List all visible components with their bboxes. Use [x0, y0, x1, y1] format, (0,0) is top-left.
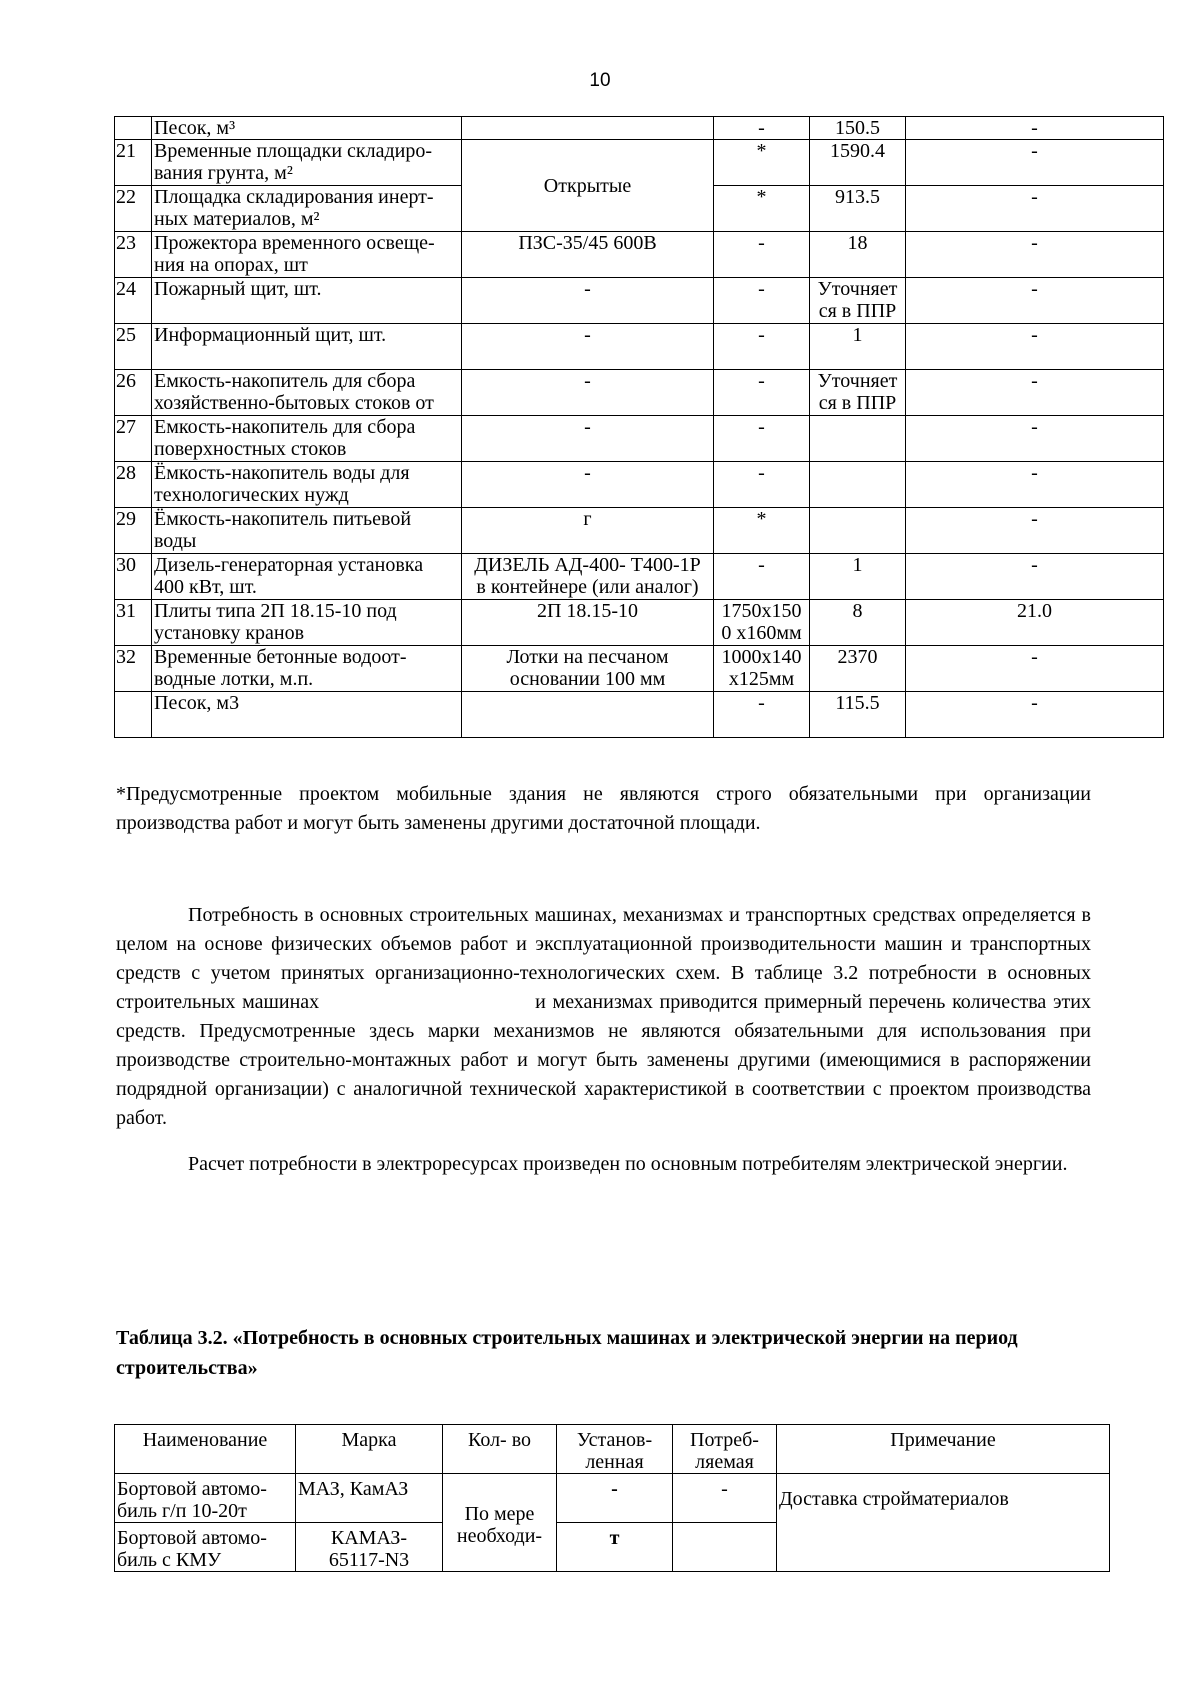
facility-area: -	[906, 646, 1164, 692]
facility-area: -	[906, 186, 1164, 232]
facility-name: Временные бетонные водоот- водные лотки, м.п.	[152, 646, 462, 692]
table-row	[115, 600, 1164, 646]
table-row	[115, 370, 1164, 416]
facility-name: Плиты типа 2П 18.15-10 под установку кранов	[152, 600, 462, 646]
facility-area: -	[906, 117, 1164, 140]
facility-size: 1750x150 0 x160мм	[714, 600, 810, 646]
facility-type: -	[462, 324, 714, 370]
facility-quantity: Уточняет ся в ППР	[810, 278, 906, 324]
site-facilities-table	[114, 116, 1164, 738]
table-row	[115, 140, 1164, 186]
facility-type: -	[462, 278, 714, 324]
facility-area: -	[906, 416, 1164, 462]
facility-name: Емкость-накопитель для сбора поверхностных стоков	[152, 416, 462, 462]
facility-type: -	[462, 370, 714, 416]
facility-name: Ёмкость-накопитель питьевой воды	[152, 508, 462, 554]
facility-size: *	[714, 508, 810, 554]
facility-area: -	[906, 554, 1164, 600]
facility-type	[462, 692, 714, 738]
facility-quantity: 115.5	[810, 692, 906, 738]
table-header-row	[115, 1425, 1110, 1474]
facility-quantity: 18	[810, 232, 906, 278]
facility-quantity: 1	[810, 324, 906, 370]
row-number: 25	[115, 324, 152, 370]
facility-size: 1000x140 x125мм	[714, 646, 810, 692]
facility-type: г	[462, 508, 714, 554]
facility-area: -	[906, 278, 1164, 324]
facility-type: -	[462, 416, 714, 462]
facility-quantity	[810, 462, 906, 508]
facility-area: -	[906, 140, 1164, 186]
row-number	[115, 692, 152, 738]
table-3-2-caption: Таблица 3.2. «Потребность в основных строительных машинах и электрической энергии на период строительства»	[116, 1327, 1018, 1379]
facility-size: -	[714, 117, 810, 140]
row-number: 23	[115, 232, 152, 278]
facility-size: -	[714, 278, 810, 324]
paragraph-machinery-part-b: и механизмах приводится примерный перечень количества этих средств. Предусмотренные здесь марки механизмов не являются обязательными для использования при производстве строительно-монтажных работ и могут быть заменены другими (имеющимися в распоряжении подрядной организации) с аналогичной технической характеристикой в соответствии с проектом производства работ.	[116, 991, 1091, 1129]
row-number: 29	[115, 508, 152, 554]
machine-note: Доставка стройматериалов	[777, 1474, 1110, 1572]
facility-size: -	[714, 232, 810, 278]
column-header: Установ- ленная	[557, 1425, 673, 1474]
row-number: 32	[115, 646, 152, 692]
facility-size: -	[714, 416, 810, 462]
facility-name: Пожарный щит, шт.	[152, 278, 462, 324]
page-number: 10	[589, 70, 611, 91]
machinery-table	[114, 1424, 1110, 1572]
machine-quantity: По мере необходи-	[443, 1474, 557, 1572]
row-number	[115, 117, 152, 140]
facility-size: -	[714, 324, 810, 370]
facility-area: -	[906, 232, 1164, 278]
facility-quantity: 1	[810, 554, 906, 600]
paragraph-machinery-part-a: Потребность в основных строительных машинах, механизмах и транспортных средствах определяется в целом на основе физических объемов работ и эксплуатационной производительности машин и транспортных средств с учетом принятых организационно-технологических схем. В таблице 3.2 потребности в основных строительных машинах	[116, 904, 1091, 1013]
machine-name: Бортовой автомо- биль с КМУ	[115, 1523, 296, 1572]
facility-type: ПЗС-35/45 600В	[462, 232, 714, 278]
facility-size: *	[714, 186, 810, 232]
facility-area: -	[906, 692, 1164, 738]
column-header: Потреб- ляемая	[673, 1425, 777, 1474]
table-row	[115, 508, 1164, 554]
machine-name: Бортовой автомо- биль г/п 10-20т	[115, 1474, 296, 1523]
facility-type: Открытые	[462, 140, 714, 232]
table-row	[115, 117, 1164, 140]
facility-area: -	[906, 324, 1164, 370]
facility-name: Емкость-накопитель для сбора хозяйственно-бытовых стоков от	[152, 370, 462, 416]
facility-quantity: 2370	[810, 646, 906, 692]
facility-quantity: 8	[810, 600, 906, 646]
footnote: *Предусмотренные проектом мобильные здания не являются строго обязательными при организации производства работ и могут быть заменены другими достаточной площади.	[116, 783, 1091, 834]
table-row	[115, 416, 1164, 462]
column-header: Примечание	[777, 1425, 1110, 1474]
facility-size: *	[714, 140, 810, 186]
paragraph-electricity: Расчет потребности в электроресурсах произведен по основным потребителям электрической энергии.	[188, 1153, 1068, 1175]
facility-type	[462, 117, 714, 140]
consumed-power	[673, 1523, 777, 1572]
facility-type: ДИЗЕЛЬ АД-400- Т400-1Р в контейнере (или аналог)	[462, 554, 714, 600]
facility-quantity: Уточняет ся в ППР	[810, 370, 906, 416]
facility-name: Площадка складирования инерт- ных материалов, м²	[152, 186, 462, 232]
table-row	[115, 324, 1164, 370]
row-number: 22	[115, 186, 152, 232]
facility-name: Ёмкость-накопитель воды для технологических нужд	[152, 462, 462, 508]
column-header: Марка	[296, 1425, 443, 1474]
facility-quantity: 150.5	[810, 117, 906, 140]
facility-quantity	[810, 416, 906, 462]
table-row	[115, 554, 1164, 600]
facility-name: Информационный щит, шт.	[152, 324, 462, 370]
machine-brand: МАЗ, КамАЗ	[296, 1474, 443, 1523]
row-number: 31	[115, 600, 152, 646]
facility-quantity	[810, 508, 906, 554]
table-row	[115, 278, 1164, 324]
row-number: 21	[115, 140, 152, 186]
installed-power: -	[557, 1474, 673, 1523]
facility-size: -	[714, 370, 810, 416]
facility-type: -	[462, 462, 714, 508]
facility-area: -	[906, 508, 1164, 554]
paragraph-machinery-need	[116, 901, 1091, 1133]
facility-size: -	[714, 462, 810, 508]
facility-type: Лотки на песчаном основании 100 мм	[462, 646, 714, 692]
installed-power: т	[557, 1523, 673, 1572]
facility-area: -	[906, 462, 1164, 508]
row-number: 30	[115, 554, 152, 600]
facility-name: Песок, м³	[152, 117, 462, 140]
row-number: 28	[115, 462, 152, 508]
column-header: Наименование	[115, 1425, 296, 1474]
table-row	[115, 1474, 1110, 1523]
facility-area: -	[906, 370, 1164, 416]
facility-size: -	[714, 692, 810, 738]
facility-quantity: 1590.4	[810, 140, 906, 186]
facility-name: Песок, м3	[152, 692, 462, 738]
facility-quantity: 913.5	[810, 186, 906, 232]
row-number: 24	[115, 278, 152, 324]
facility-size: -	[714, 554, 810, 600]
row-number: 26	[115, 370, 152, 416]
facility-area: 21.0	[906, 600, 1164, 646]
facility-name: Дизель-генераторная установка 400 кВт, шт.	[152, 554, 462, 600]
table-row	[115, 462, 1164, 508]
consumed-power: -	[673, 1474, 777, 1523]
row-number: 27	[115, 416, 152, 462]
table-row	[115, 692, 1164, 738]
table-row	[115, 232, 1164, 278]
facility-type: 2П 18.15-10	[462, 600, 714, 646]
facility-name: Временные площадки складиро- вания грунта, м²	[152, 140, 462, 186]
column-header: Кол- во	[443, 1425, 557, 1474]
table-row	[115, 646, 1164, 692]
facility-name: Прожектора временного освеще- ния на опорах, шт	[152, 232, 462, 278]
machine-brand: КАМАЗ- 65117-N3	[296, 1523, 443, 1572]
